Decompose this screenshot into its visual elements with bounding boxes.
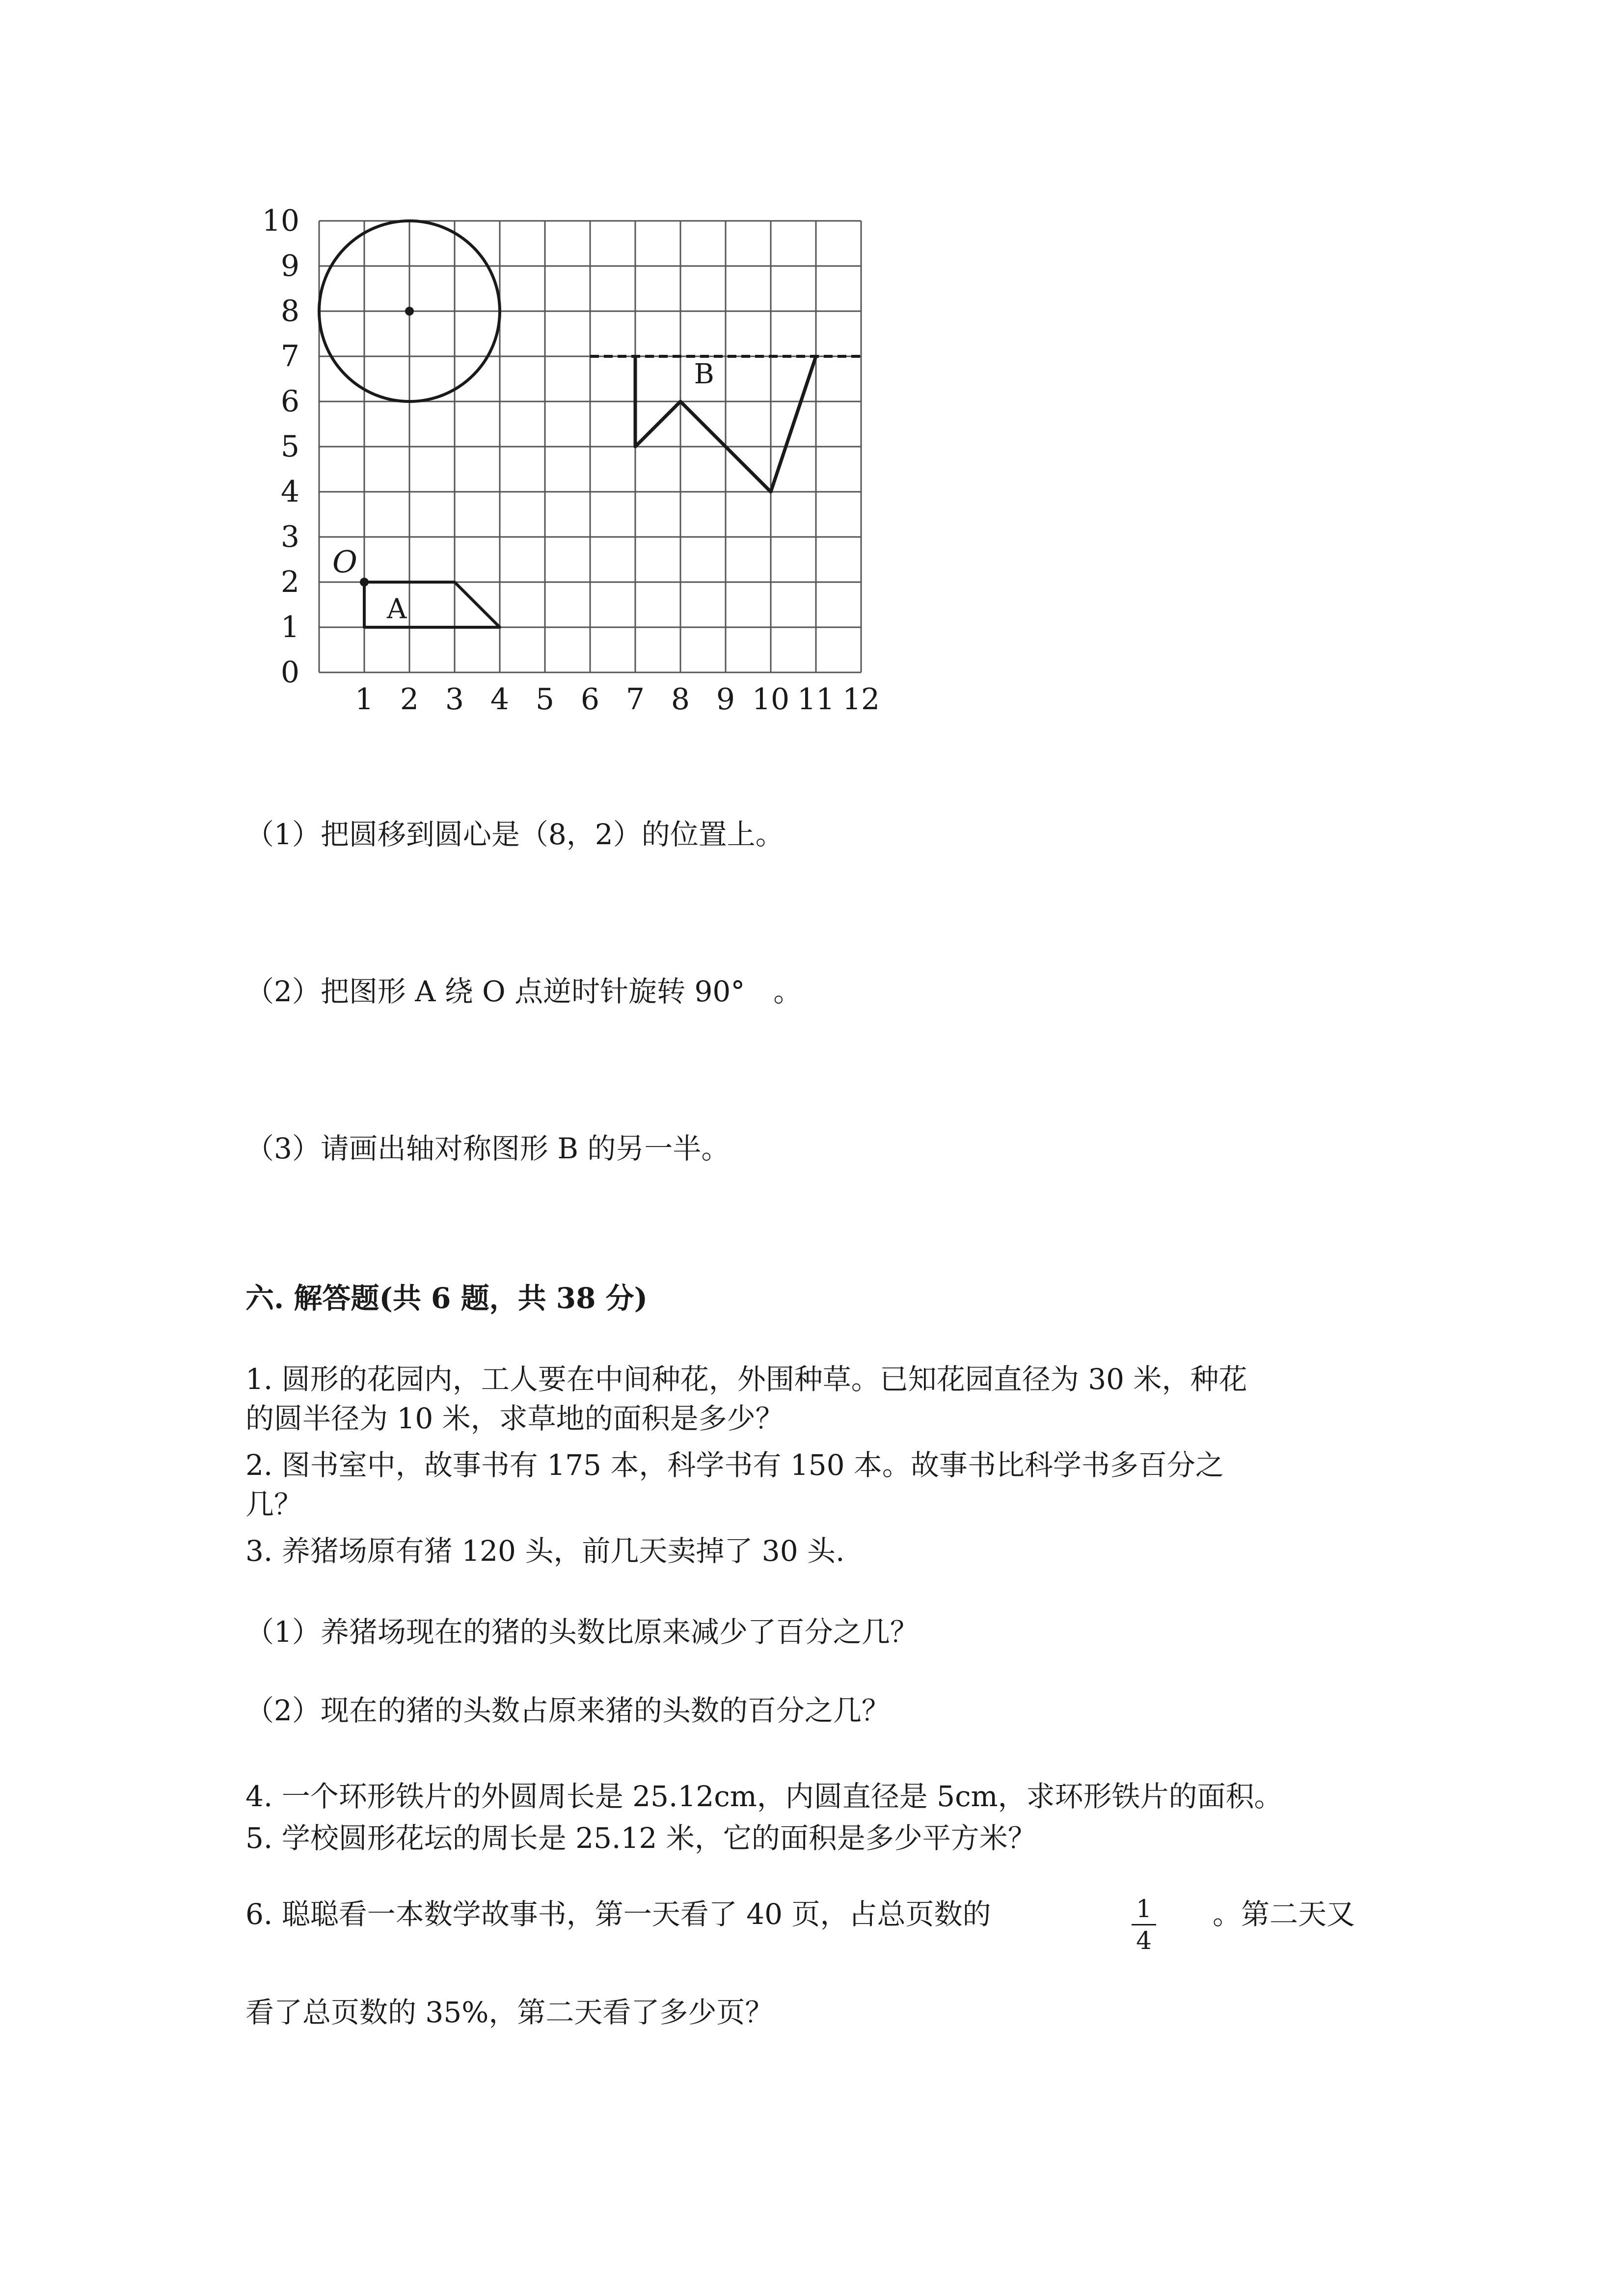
x-tick-label: 1 [354, 682, 374, 717]
problem-1-line-2: 的圆半径为 10 米，求草地的面积是多少？ [245, 1402, 784, 1435]
y-tick-label: 6 [280, 384, 299, 419]
problem-2-line-1: 2. 图书室中，故事书有 175 本，科学书有 150 本。故事书比科学书多百分之 [245, 1448, 1224, 1482]
x-tick-label: 7 [625, 682, 645, 717]
x-tick-label: 3 [445, 682, 464, 717]
y-tick-label: 3 [280, 520, 299, 554]
section-title: 六. 解答题(共 6 题，共 38 分) [245, 1281, 648, 1315]
y-tick-label: 2 [280, 565, 299, 599]
y-axis-tick-labels [262, 204, 299, 690]
question-2-text: （2）把图形 A 绕 O 点逆时针旋转 90° 。 [245, 975, 802, 1008]
y-tick-label: 0 [280, 655, 299, 690]
x-tick-label: 4 [490, 682, 510, 717]
x-tick-label: 9 [716, 682, 735, 717]
problem-6-line-1: 6. 聪聪看一本数学故事书，第一天看了 40 页，占总页数的 [245, 1897, 991, 1931]
x-tick-label: 12 [842, 682, 880, 717]
problem-2-line-2: 几？ [245, 1488, 303, 1521]
shape-A-label: A [387, 593, 407, 625]
problem-4-text: 4. 一个环形铁片的外圆周长是 25.12cm，内圆直径是 5cm，求环形铁片的面积。 [245, 1780, 1283, 1813]
y-tick-label: 4 [280, 475, 299, 509]
fraction-one-quarter [1132, 1895, 1156, 1955]
x-tick-label: 11 [797, 682, 835, 717]
x-tick-label: 2 [400, 682, 419, 717]
question-3-text: （3）请画出轴对称图形 B 的另一半。 [245, 1132, 730, 1165]
y-tick-label: 5 [280, 429, 299, 464]
problem-1-line-1: 1. 圆形的花园内，工人要在中间种花，外围种草。已知花园直径为 30 米，种花 [245, 1362, 1247, 1396]
coordinate-grid-figure [255, 196, 943, 726]
y-tick-label: 8 [280, 294, 299, 328]
x-tick-label: 5 [535, 682, 555, 717]
problem-5-text: 5. 学校圆形花坛的周长是 25.12 米，它的面积是多少平方米？ [245, 1821, 1036, 1855]
fraction-numerator: 1 [1136, 1895, 1152, 1923]
problem-3-sub-2: （2）现在的猪的头数占原来猪的头数的百分之几？ [245, 1694, 890, 1727]
x-tick-label: 10 [752, 682, 790, 717]
problem-3-sub-1: （1）养猪场现在的猪的头数比原来减少了百分之几？ [245, 1615, 919, 1649]
x-axis-tick-labels [355, 682, 880, 717]
y-tick-label: 9 [280, 249, 299, 283]
x-tick-label: 6 [580, 682, 600, 717]
y-tick-label: 10 [262, 204, 299, 238]
problem-6-line-2: 看了总页数的 35%，第二天看了多少页？ [245, 1996, 774, 2029]
point-O-label: O [332, 544, 357, 580]
shape-B-label: B [694, 358, 714, 391]
shape-A [364, 582, 500, 627]
x-tick-label: 8 [671, 682, 690, 717]
circle-center-dot [405, 307, 414, 316]
y-tick-label: 7 [280, 339, 299, 374]
problem-6-line-1-end: 。第二天又 [1213, 1897, 1355, 1931]
fraction-bar [1132, 1924, 1156, 1925]
y-tick-label: 1 [280, 610, 299, 644]
fraction-denominator: 4 [1136, 1926, 1152, 1955]
point-O-dot [360, 578, 369, 587]
question-1-text: （1）把圆移到圆心是（8，2）的位置上。 [245, 818, 784, 851]
problem-3-text: 3. 养猪场原有猪 120 头，前几天卖掉了 30 头. [245, 1534, 845, 1568]
